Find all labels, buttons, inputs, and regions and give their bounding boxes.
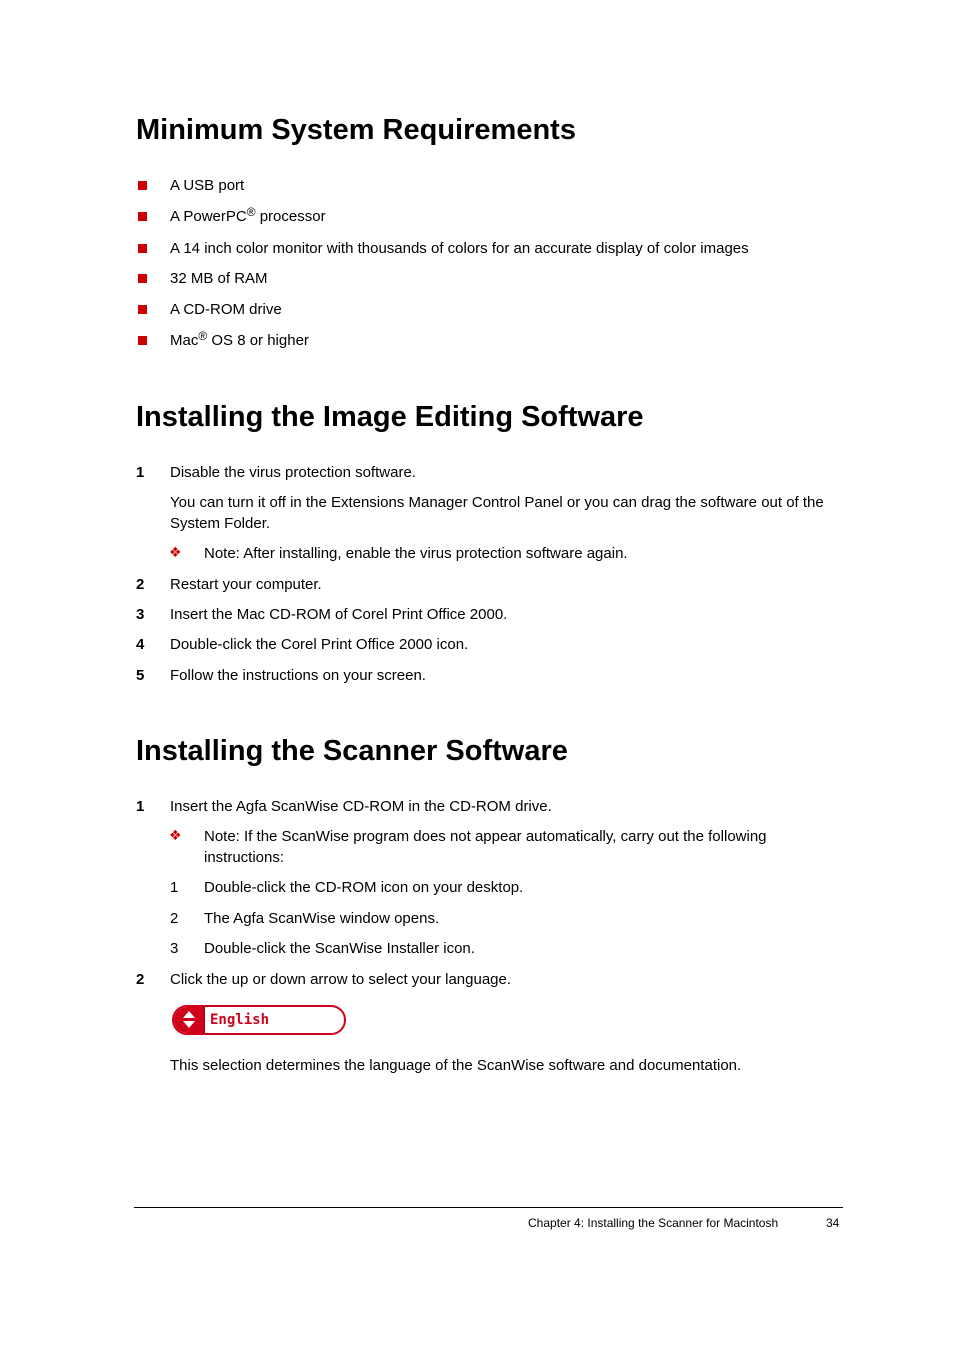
step-number: 2 [136,971,145,988]
arrow-down-icon[interactable] [183,1021,195,1028]
square-bullet-icon [138,244,147,253]
step-text: Disable the virus protection software. [170,464,416,481]
substep-number: 3 [170,940,179,957]
note-text: Note: After installing, enable the virus protection software again. [204,545,628,562]
step-number: 4 [136,636,145,653]
note-diamond-icon: ❖ [169,545,182,561]
page-number: 34 [826,1216,840,1230]
step-text: Insert the Agfa ScanWise CD-ROM in the CD-ROM drive. [170,798,552,815]
step-text: Restart your computer. [170,576,322,593]
note-text: Note: If the ScanWise program does not appear automatically, carry out the following instructions: [204,828,767,866]
step-number: 2 [136,576,145,593]
square-bullet-icon [138,274,147,283]
square-bullet-icon [138,336,147,345]
language-arrows[interactable] [174,1007,205,1033]
step-text: Double-click the Corel Print Office 2000 icon. [170,636,469,653]
step-number: 3 [136,606,145,623]
step-number: 1 [136,464,145,481]
substep-number: 2 [170,910,179,927]
requirement-text: 32 MB of RAM [170,270,268,287]
arrow-up-icon[interactable] [183,1011,195,1018]
footer-chapter: Chapter 4: Installing the Scanner for Macintosh [528,1216,779,1230]
step-text: Follow the instructions on your screen. [170,667,426,684]
requirement-text: A CD-ROM drive [170,301,282,318]
note-diamond-icon: ❖ [169,828,182,844]
square-bullet-icon [138,212,147,221]
heading-minimum-system-requirements: Minimum System Requirements [136,114,576,146]
step-detail-text: You can turn it off in the Extensions Manager Control Panel or you can drag the software out of the System Folder. [170,494,824,532]
step-detail-text: This selection determines the language of the ScanWise software and documentation. [170,1057,742,1074]
requirement-text: A USB port [170,177,245,194]
step-number: 5 [136,667,145,684]
requirement-text: A PowerPC® processor [170,205,326,225]
heading-installing-image-editing-software: Installing the Image Editing Software [136,401,644,433]
substep-text: The Agfa ScanWise window opens. [204,910,440,927]
square-bullet-icon [138,181,147,190]
heading-installing-scanner-software: Installing the Scanner Software [136,735,568,767]
step-text: Click the up or down arrow to select your language. [170,971,512,988]
substep-number: 1 [170,879,179,896]
footer-divider [134,1207,843,1208]
requirement-text: Mac® OS 8 or higher [170,329,309,349]
language-value: English [210,1012,270,1028]
substep-text: Double-click the CD-ROM icon on your desktop. [204,879,524,896]
step-text: Insert the Mac CD-ROM of Corel Print Office 2000. [170,606,508,623]
square-bullet-icon [138,305,147,314]
language-selector[interactable] [172,1005,346,1035]
requirement-text: A 14 inch color monitor with thousands of colors for an accurate display of color images [170,240,749,257]
substep-text: Double-click the ScanWise Installer icon. [204,940,475,957]
step-number: 1 [136,798,145,815]
